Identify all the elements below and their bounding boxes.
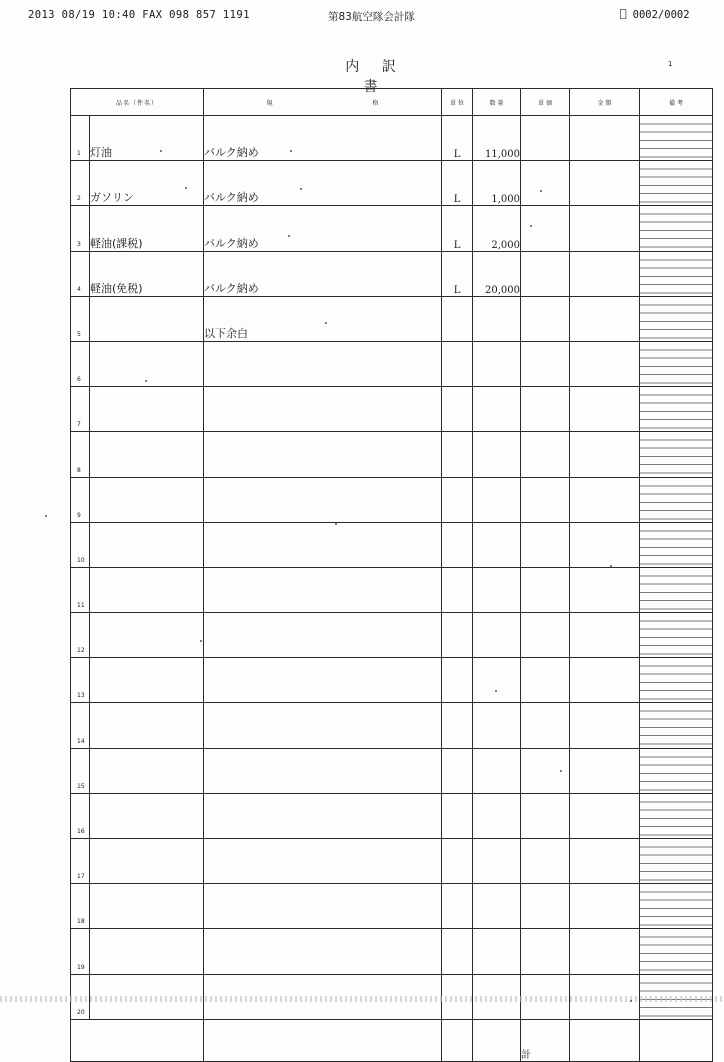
amount-cell xyxy=(570,116,640,161)
row-number: 14 xyxy=(71,703,90,748)
spec-cell xyxy=(204,703,442,748)
unit-cell xyxy=(442,522,473,567)
remarks-cell xyxy=(640,116,713,161)
quantity-cell xyxy=(473,432,521,477)
fax-page-counter: ⎕ 0002/0002 xyxy=(620,9,690,21)
page-mark: 1 xyxy=(668,60,673,68)
unit-price-cell xyxy=(521,161,570,206)
quantity-cell xyxy=(473,748,521,793)
amount-cell xyxy=(570,206,640,251)
remarks-ruled-lines xyxy=(640,613,712,657)
quantity-cell xyxy=(473,884,521,929)
table-row xyxy=(71,341,713,386)
spec-cell xyxy=(204,793,442,838)
item-name-cell: 軽油(課税) xyxy=(90,206,204,251)
item-name-cell xyxy=(90,613,204,658)
table-row xyxy=(71,703,713,748)
spec-cell xyxy=(204,839,442,884)
remarks-cell xyxy=(640,884,713,929)
quantity-cell: 2,000 xyxy=(473,206,521,251)
fax-speck xyxy=(288,235,290,237)
amount-cell xyxy=(570,432,640,477)
amount-cell xyxy=(570,929,640,974)
remarks-cell xyxy=(640,296,713,341)
amount-cell xyxy=(570,703,640,748)
fax-speck xyxy=(530,225,532,227)
amount-cell xyxy=(570,567,640,612)
total-row-qty xyxy=(473,1019,521,1061)
unit-cell xyxy=(442,793,473,838)
quantity-cell xyxy=(473,703,521,748)
total-row-unit xyxy=(442,1019,473,1061)
unit-cell xyxy=(442,658,473,703)
row-number: 10 xyxy=(71,522,90,567)
item-name-cell xyxy=(90,658,204,703)
remarks-ruled-lines xyxy=(640,116,712,160)
quantity-cell xyxy=(473,793,521,838)
quantity-cell: 1,000 xyxy=(473,161,521,206)
table-row xyxy=(71,839,713,884)
row-number: 6 xyxy=(71,341,90,386)
remarks-cell xyxy=(640,161,713,206)
table-row xyxy=(71,477,713,522)
breakdown-table xyxy=(70,88,713,1062)
item-name-cell: 灯油 xyxy=(90,116,204,161)
remarks-ruled-lines xyxy=(640,523,712,567)
unit-price-cell xyxy=(521,116,570,161)
fax-speck xyxy=(145,380,147,382)
unit-price-cell xyxy=(521,567,570,612)
remarks-ruled-lines xyxy=(640,297,712,341)
remarks-cell xyxy=(640,567,713,612)
quantity-cell xyxy=(473,296,521,341)
remarks-cell xyxy=(640,522,713,567)
spec-cell: バルク納め xyxy=(204,206,442,251)
amount-cell xyxy=(570,341,640,386)
row-number: 1 xyxy=(71,116,90,161)
total-label: 計 xyxy=(521,1019,570,1061)
remarks-ruled-lines xyxy=(640,478,712,522)
row-number: 18 xyxy=(71,884,90,929)
remarks-cell xyxy=(640,703,713,748)
amount-cell xyxy=(570,387,640,432)
spec-cell xyxy=(204,884,442,929)
quantity-cell xyxy=(473,341,521,386)
header-unit: 単 位 xyxy=(442,89,473,116)
unit-price-cell xyxy=(521,793,570,838)
table-header-row xyxy=(71,89,713,116)
table-row xyxy=(71,387,713,432)
unit-price-cell xyxy=(521,432,570,477)
row-number: 11 xyxy=(71,567,90,612)
unit-price-cell xyxy=(521,929,570,974)
fax-speck xyxy=(630,1000,632,1002)
table-row xyxy=(71,206,713,251)
unit-price-cell xyxy=(521,748,570,793)
item-name-cell: 軽油(免税) xyxy=(90,251,204,296)
amount-cell xyxy=(570,658,640,703)
total-amount xyxy=(570,1019,640,1061)
fax-speck xyxy=(495,690,497,692)
item-name-cell xyxy=(90,793,204,838)
spec-cell xyxy=(204,477,442,522)
amount-cell xyxy=(570,884,640,929)
fax-speck xyxy=(200,640,202,642)
item-name-cell xyxy=(90,522,204,567)
remarks-ruled-lines xyxy=(640,387,712,431)
header-remarks: 備 考 xyxy=(640,89,713,116)
table-row xyxy=(71,567,713,612)
unit-cell xyxy=(442,613,473,658)
table-row xyxy=(71,161,713,206)
amount-cell xyxy=(570,839,640,884)
item-name-cell xyxy=(90,748,204,793)
remarks-ruled-lines xyxy=(640,839,712,883)
item-name-cell xyxy=(90,929,204,974)
amount-cell xyxy=(570,748,640,793)
unit-cell xyxy=(442,839,473,884)
unit-cell xyxy=(442,703,473,748)
unit-cell xyxy=(442,387,473,432)
fax-speck xyxy=(560,770,562,772)
spec-cell xyxy=(204,613,442,658)
unit-cell: L xyxy=(442,116,473,161)
row-number: 2 xyxy=(71,161,90,206)
unit-price-cell xyxy=(521,522,570,567)
remarks-ruled-lines xyxy=(640,161,712,205)
amount-cell xyxy=(570,793,640,838)
unit-cell xyxy=(442,567,473,612)
unit-cell xyxy=(442,341,473,386)
fax-speck xyxy=(185,187,187,189)
remarks-ruled-lines xyxy=(640,252,712,296)
remarks-ruled-lines xyxy=(640,794,712,838)
row-number: 12 xyxy=(71,613,90,658)
quantity-cell xyxy=(473,929,521,974)
table-row xyxy=(71,116,713,161)
item-name-cell xyxy=(90,296,204,341)
unit-cell: L xyxy=(442,161,473,206)
remarks-ruled-lines xyxy=(640,929,712,973)
amount-cell xyxy=(570,522,640,567)
unit-cell xyxy=(442,477,473,522)
remarks-ruled-lines xyxy=(640,432,712,476)
quantity-cell xyxy=(473,567,521,612)
fax-speck xyxy=(325,322,327,324)
item-name-cell xyxy=(90,477,204,522)
remarks-ruled-lines xyxy=(640,342,712,386)
unit-price-cell xyxy=(521,296,570,341)
total-row-number xyxy=(71,1019,90,1061)
table-row xyxy=(71,793,713,838)
table-row xyxy=(71,929,713,974)
remarks-ruled-lines xyxy=(640,884,712,928)
fax-speck xyxy=(160,150,162,152)
spec-cell: バルク納め xyxy=(204,251,442,296)
fax-speck xyxy=(540,190,542,192)
table-row xyxy=(71,884,713,929)
spec-cell xyxy=(204,341,442,386)
amount-cell xyxy=(570,296,640,341)
spec-cell xyxy=(204,387,442,432)
amount-cell xyxy=(570,161,640,206)
remarks-cell xyxy=(640,206,713,251)
table-row xyxy=(71,522,713,567)
remarks-cell xyxy=(640,251,713,296)
table-row xyxy=(71,613,713,658)
quantity-cell: 11,000 xyxy=(473,116,521,161)
quantity-cell: 20,000 xyxy=(473,251,521,296)
unit-cell: L xyxy=(442,251,473,296)
unit-price-cell xyxy=(521,387,570,432)
table-row xyxy=(71,748,713,793)
fax-scan-noise xyxy=(0,996,724,1002)
header-item-name: 品名（件名） xyxy=(71,89,204,116)
remarks-cell xyxy=(640,432,713,477)
header-spec-b: 格 xyxy=(372,99,379,107)
row-number: 16 xyxy=(71,793,90,838)
unit-price-cell xyxy=(521,703,570,748)
item-name-cell: ガソリン xyxy=(90,161,204,206)
unit-cell: L xyxy=(442,206,473,251)
fax-speck xyxy=(300,188,302,190)
remarks-ruled-lines xyxy=(640,703,712,747)
row-number: 4 xyxy=(71,251,90,296)
row-number: 5 xyxy=(71,296,90,341)
unit-price-cell xyxy=(521,613,570,658)
spec-cell: バルク納め xyxy=(204,116,442,161)
remarks-cell xyxy=(640,387,713,432)
item-name-cell xyxy=(90,567,204,612)
row-number: 13 xyxy=(71,658,90,703)
row-number: 20 xyxy=(71,974,90,1019)
total-row-spec xyxy=(204,1019,442,1061)
spec-cell xyxy=(204,929,442,974)
total-row xyxy=(71,1019,713,1061)
item-name-cell xyxy=(90,703,204,748)
spec-cell: バルク納め xyxy=(204,161,442,206)
unit-price-cell xyxy=(521,884,570,929)
header-spec xyxy=(204,89,442,116)
fax-timestamp-line: 2013 08/19 10:40 FAX 098 857 1191 xyxy=(28,9,250,21)
table-row xyxy=(71,432,713,477)
spec-cell xyxy=(204,432,442,477)
remarks-cell xyxy=(640,613,713,658)
row-number: 8 xyxy=(71,432,90,477)
item-name-cell xyxy=(90,387,204,432)
remarks-cell xyxy=(640,839,713,884)
unit-price-cell xyxy=(521,477,570,522)
amount-cell xyxy=(570,477,640,522)
unit-price-cell xyxy=(521,206,570,251)
remarks-cell xyxy=(640,341,713,386)
row-number: 17 xyxy=(71,839,90,884)
row-number: 19 xyxy=(71,929,90,974)
unit-cell xyxy=(442,748,473,793)
amount-cell xyxy=(570,251,640,296)
remarks-ruled-lines xyxy=(640,658,712,702)
quantity-cell xyxy=(473,613,521,658)
unit-cell xyxy=(442,296,473,341)
header-unit-price: 単 価 xyxy=(521,89,570,116)
header-spec-a: 規 xyxy=(266,99,273,107)
fax-speck xyxy=(335,523,337,525)
table-row xyxy=(71,251,713,296)
header-amount: 金 額 xyxy=(570,89,640,116)
total-row-name xyxy=(90,1019,204,1061)
remarks-cell xyxy=(640,658,713,703)
remarks-ruled-lines xyxy=(640,568,712,612)
quantity-cell xyxy=(473,839,521,884)
unit-cell xyxy=(442,884,473,929)
spec-cell xyxy=(204,567,442,612)
item-name-cell xyxy=(90,432,204,477)
quantity-cell xyxy=(473,387,521,432)
spec-cell xyxy=(204,748,442,793)
document-title: 内 訳 書 xyxy=(345,59,405,95)
remarks-cell xyxy=(640,793,713,838)
spec-cell: 以下余白 xyxy=(204,296,442,341)
spec-cell xyxy=(204,522,442,567)
unit-price-cell xyxy=(521,658,570,703)
table-row xyxy=(71,296,713,341)
row-number: 3 xyxy=(71,206,90,251)
unit-cell xyxy=(442,929,473,974)
fax-speck xyxy=(290,150,292,152)
spec-cell xyxy=(204,658,442,703)
row-number: 9 xyxy=(71,477,90,522)
total-remarks xyxy=(640,1019,713,1061)
item-name-cell xyxy=(90,839,204,884)
unit-price-cell xyxy=(521,839,570,884)
header-quantity: 数 量 xyxy=(473,89,521,116)
unit-cell xyxy=(442,432,473,477)
row-number: 7 xyxy=(71,387,90,432)
unit-price-cell xyxy=(521,341,570,386)
item-name-cell xyxy=(90,884,204,929)
amount-cell xyxy=(570,613,640,658)
row-number: 15 xyxy=(71,748,90,793)
quantity-cell xyxy=(473,522,521,567)
remarks-ruled-lines xyxy=(640,206,712,250)
table-row xyxy=(71,658,713,703)
fax-header xyxy=(0,9,724,27)
fax-speck xyxy=(610,565,612,567)
remarks-cell xyxy=(640,929,713,974)
fax-speck xyxy=(45,515,47,517)
unit-price-cell xyxy=(521,251,570,296)
fax-sender-name: 第83航空隊会計隊 xyxy=(328,11,415,23)
quantity-cell xyxy=(473,658,521,703)
remarks-cell xyxy=(640,748,713,793)
quantity-cell xyxy=(473,477,521,522)
remarks-ruled-lines xyxy=(640,749,712,793)
remarks-cell xyxy=(640,477,713,522)
